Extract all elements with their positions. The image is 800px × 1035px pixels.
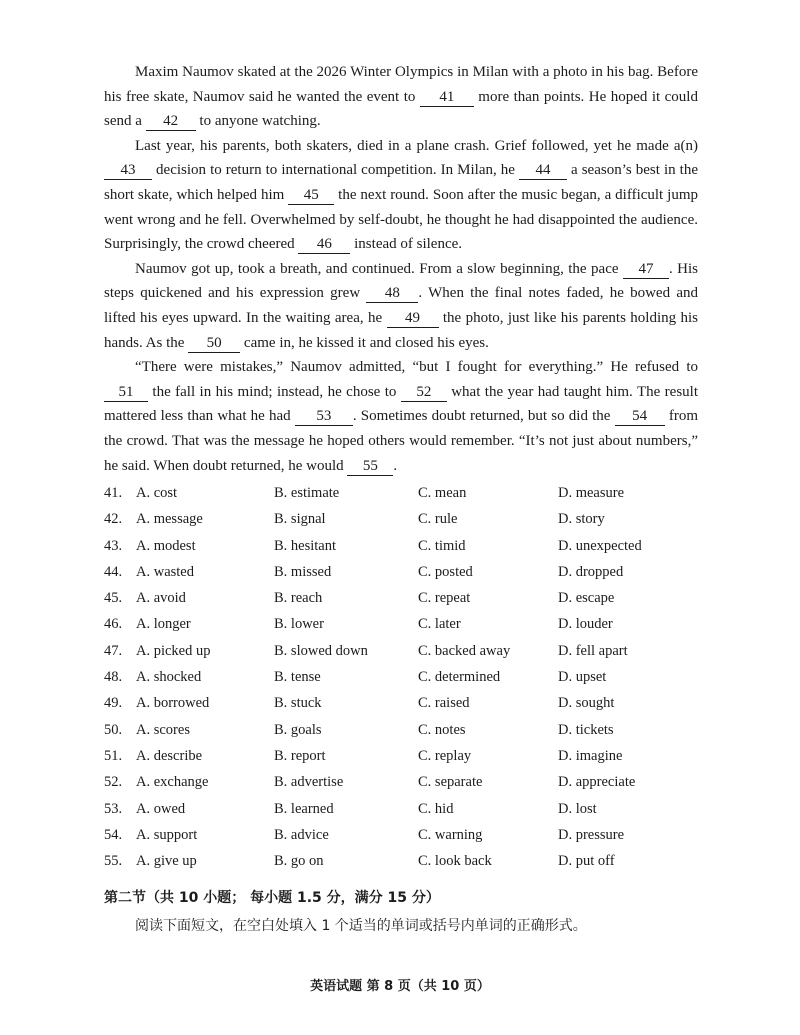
option-b: B. estimate (274, 485, 340, 501)
option-b: B. stuck (274, 695, 322, 712)
paragraph-4 (104, 355, 698, 478)
question-number: 51. (104, 747, 123, 764)
option-c: C. replay (418, 747, 472, 764)
passage-text: decision to return to international competition. In Milan, he (152, 162, 519, 179)
option-d: D. dropped (558, 563, 624, 580)
option-b: B. goals (274, 721, 322, 738)
option-c: C. rule (418, 511, 458, 528)
blank-53: 53 (295, 407, 353, 426)
option-a: A. wasted (136, 563, 194, 580)
option-b: B. lower (274, 616, 324, 633)
option-a: A. avoid (136, 590, 186, 607)
option-a: A. cost (136, 485, 178, 501)
option-d: D. measure (558, 485, 625, 501)
question-number: 47. (104, 642, 123, 659)
option-c: C. notes (418, 721, 466, 738)
section-2-instruction: 阅读下面短文，在空白处填入 1 个适当的单词或括号内单词的正确形式。 (135, 918, 587, 934)
option-d: D. louder (558, 616, 613, 633)
option-c: C. repeat (418, 590, 471, 607)
passage-text: . His steps quickened and his expression grew (104, 260, 699, 302)
question-number: 54. (104, 826, 123, 843)
question-number: 44. (104, 563, 123, 580)
option-a: A. shocked (136, 669, 202, 686)
passage-text: came in, he kissed it and closed his eyes. (240, 334, 489, 351)
option-row-43 (104, 533, 704, 559)
paragraph-2 (104, 134, 698, 257)
passage-text: . When the final notes faded, he bowed and lifted his eyes upward. In the waiting area, he (104, 285, 698, 326)
option-row-46 (104, 611, 704, 637)
option-d: D. imagine (558, 747, 623, 764)
passage-text: instead of silence. (350, 236, 463, 253)
option-a: A. borrowed (136, 695, 210, 712)
option-b: B. learned (274, 800, 334, 817)
option-d: D. unexpected (558, 537, 642, 554)
option-b: B. advertise (274, 774, 344, 791)
passage-text: “There were mistakes,” Naumov admitted, “but I fought for everything.” He refused to (135, 359, 698, 376)
question-number: 46. (104, 616, 123, 633)
option-a: A. modest (136, 537, 196, 554)
option-b: B. hesitant (274, 537, 337, 554)
option-d: D. story (558, 511, 605, 528)
question-number: 55. (104, 853, 123, 870)
option-c: C. determined (418, 669, 501, 686)
cloze-passage (104, 60, 698, 478)
blank-55: 55 (347, 457, 393, 476)
question-number: 48. (104, 669, 123, 686)
option-row-45 (104, 585, 704, 611)
option-row-50 (104, 717, 704, 743)
passage-text: from the crowd. That was the message he hoped others would remember. “It’s not just about numbers,” he said. When doubt returned, he would (104, 408, 698, 474)
blank-46: 46 (298, 235, 350, 254)
option-a: A. give up (136, 853, 197, 870)
passage-text: more than points. He hoped it could send a (104, 88, 698, 130)
option-b: B. go on (274, 853, 324, 870)
option-b: B. reach (274, 590, 323, 607)
question-number: 50. (104, 721, 123, 738)
passage-text: the next round. Soon after the music began, a difficult jump went wrong and he fell. Overwhelmed by self-doubt, he thought he had disappointed the audience. Surprisingly, the crowd cheered (104, 186, 698, 253)
option-row-53 (104, 796, 704, 822)
option-d: D. tickets (558, 721, 614, 738)
blank-45: 45 (288, 186, 334, 205)
blank-49: 49 (387, 309, 439, 328)
passage-text: the fall in his mind; instead, he chose to (148, 383, 401, 400)
option-b: B. signal (274, 511, 326, 528)
option-row-41 (104, 480, 704, 506)
option-row-44 (104, 559, 704, 585)
page-footer: 英语试题 第 8 页（共 10 页） (310, 979, 490, 994)
option-b: B. missed (274, 563, 332, 580)
option-d: D. sought (558, 695, 615, 712)
question-number: 41. (104, 485, 123, 501)
option-row-51 (104, 743, 704, 769)
passage-text: the photo, just like his parents holding his hands. As the (104, 309, 698, 351)
option-b: B. slowed down (274, 642, 368, 659)
option-d: D. fell apart (558, 642, 628, 659)
option-row-47 (104, 638, 704, 664)
option-d: D. appreciate (558, 774, 636, 791)
option-row-42 (104, 506, 704, 532)
question-number: 42. (104, 511, 123, 528)
passage-text: what the year had taught him. The result mattered less than what he had (104, 383, 698, 425)
question-number: 53. (104, 800, 123, 817)
option-row-49 (104, 690, 704, 716)
option-c: C. raised (418, 695, 470, 712)
blank-54: 54 (615, 407, 665, 426)
option-d: D. upset (558, 669, 607, 686)
option-d: D. put off (558, 853, 615, 870)
blank-52: 52 (401, 383, 447, 402)
option-c: C. look back (418, 853, 492, 870)
answer-options (104, 480, 704, 874)
question-number: 49. (104, 695, 123, 712)
option-b: B. report (274, 747, 326, 764)
blank-48: 48 (366, 284, 418, 303)
option-a: A. picked up (136, 642, 211, 659)
option-a: A. support (136, 826, 198, 843)
option-row-55 (104, 848, 704, 874)
question-number: 45. (104, 590, 123, 607)
option-c: C. timid (418, 537, 466, 554)
blank-42: 42 (146, 112, 196, 131)
blank-43: 43 (104, 161, 152, 180)
option-c: C. posted (418, 563, 473, 580)
passage-text: . Sometimes doubt returned, but so did the (352, 408, 615, 425)
blank-50: 50 (188, 334, 240, 353)
passage-text: Maxim Naumov skated at the 2026 Winter Olympics in Milan with a photo in his bag. Before his free skate, Naumov said he wanted the event to (104, 64, 698, 105)
passage-text: Last year, his parents, both skaters, died in a plane crash. Grief followed, yet he made a(n) (135, 137, 698, 154)
option-a: A. message (136, 511, 203, 528)
blank-41: 41 (420, 88, 474, 107)
option-d: D. lost (558, 800, 597, 817)
blank-44: 44 (519, 161, 567, 180)
option-a: A. longer (136, 616, 191, 633)
option-a: A. exchange (136, 774, 209, 791)
option-d: D. escape (558, 590, 615, 607)
option-a: A. owed (136, 800, 186, 817)
section-2-title: 第二节（共 10 小题； 每小题 1.5 分，满分 15 分） (104, 890, 440, 906)
option-c: C. hid (418, 800, 454, 817)
blank-51: 51 (104, 383, 148, 402)
question-number: 52. (104, 774, 123, 791)
option-c: C. separate (418, 774, 483, 791)
blank-47: 47 (623, 260, 669, 279)
option-d: D. pressure (558, 826, 625, 843)
option-b: B. tense (274, 669, 321, 686)
option-c: C. backed away (418, 642, 511, 659)
paragraph-3 (104, 257, 698, 355)
option-c: C. mean (418, 485, 467, 501)
option-c: C. later (418, 616, 461, 633)
paragraph-1 (104, 60, 698, 134)
option-row-52 (104, 769, 704, 795)
option-a: A. scores (136, 721, 190, 738)
passage-text: a season’s best in the short skate, which helped him (104, 162, 698, 203)
passage-text: . (393, 457, 398, 474)
option-row-48 (104, 664, 704, 690)
option-b: B. advice (274, 826, 329, 843)
option-c: C. warning (418, 826, 483, 843)
option-row-54 (104, 822, 704, 848)
option-a: A. describe (136, 747, 203, 764)
question-number: 43. (104, 537, 123, 554)
passage-text: Naumov got up, took a breath, and continued. From a slow beginning, the pace (135, 260, 623, 277)
passage-text: to anyone watching. (195, 113, 321, 130)
